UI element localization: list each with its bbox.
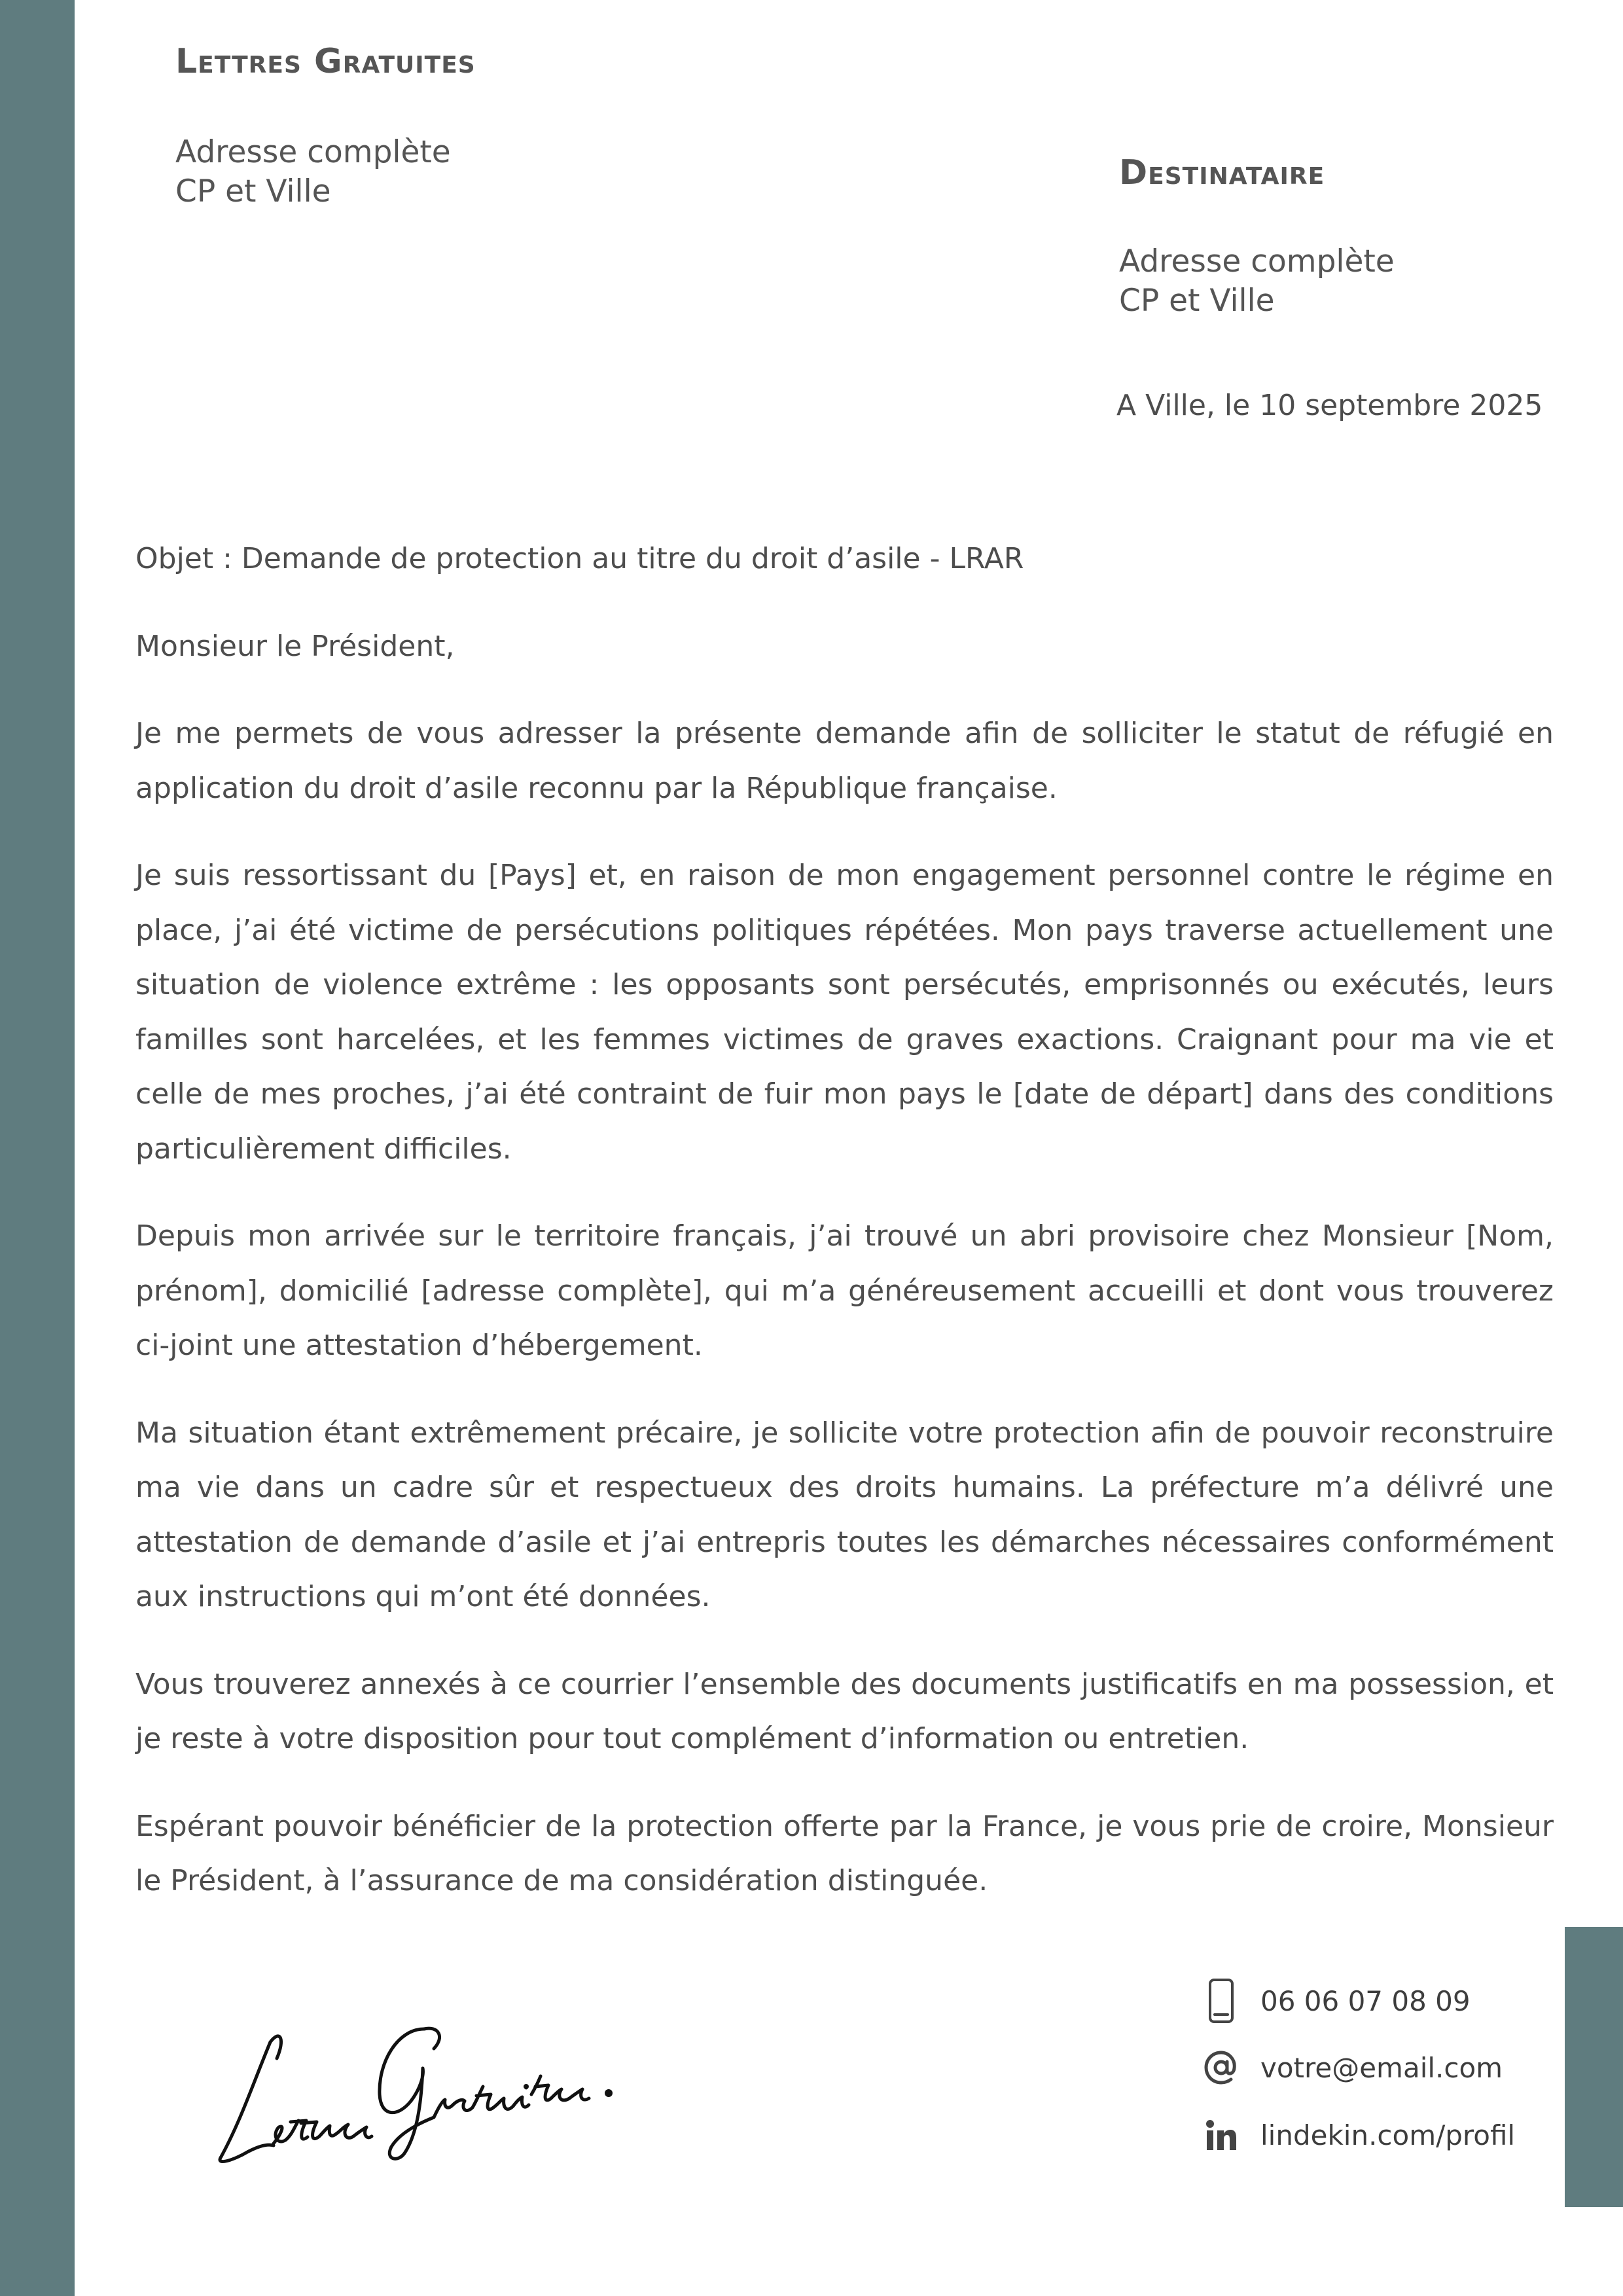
recipient-address-line1: Adresse complète [1119,243,1395,279]
salutation: Monsieur le Président, [135,629,455,663]
contact-phone [1202,1978,1471,2024]
right-accent-tab [1565,1927,1623,2207]
paragraph-2: Je suis ressortissant du [Pays] et, en raison de mon engagement personnel contre le régime en place, j’ai été victime de persécutions politiques répétées. Mon pays traverse actuellement une situation de violence extrême : les opposants sont persécutés, emprisonnés ou exécutés, leurs familles sont harcelées, et les femmes victimes de graves exactions. Craignant pour ma vie et celle de mes proches, j’ai été contraint de fuir mon pays le [date de départ] dans des conditions particulièrement difficiles. [135,859,1554,1166]
paragraph-1: Je me permets de vous adresser la présente demande afin de solliciter le statut de réfugié en application du droit d’asile reconnu par la République française. [135,717,1554,805]
sender-address-line2: CP et Ville [175,173,331,209]
paragraph-4: Ma situation étant extrêmement précaire, je sollicite votre protection afin de pouvoir reconstruire ma vie dans un cadre sûr et respectueux des droits humains. La préfecture m’a délivré une attestation de demande d’asile et j’ai entrepris toutes les démarches nécessaires conformément aux instructions qui m’ont été données. [135,1416,1554,1613]
email-address: votre@email.com [1260,2051,1503,2084]
paragraph-6: Espérant pouvoir bénéficier de la protection offerte par la France, je vous prie de croire, Monsieur le Président, à l’assurance de ma considération distinguée. [135,1809,1554,1897]
linkedin-icon [1202,2112,1241,2158]
date-line: A Ville, le 10 septembre 2025 [1116,389,1543,422]
paragraph-5: Vous trouverez annexés à ce courrier l’ensemble des documents justificatifs en ma possession, et je reste à votre disposition pour tout complément d’information ou entretien. [135,1667,1554,1755]
paragraph-3: Depuis mon arrivée sur le territoire français, j’ai trouvé un abri provisoire chez Monsieur [Nom, prénom], domicilié [adresse complète], qui m’a généreusement accueilli et dont vous trouverez ci-joint une attestation d’hébergement. [135,1219,1554,1362]
sender-address [175,133,451,211]
recipient-address [1119,242,1395,321]
subject-line: Objet : Demande de protection au titre du droit d’asile - LRAR [135,542,1024,575]
at-sign-icon [1202,2045,1241,2090]
handwritten-signature [208,2003,627,2166]
left-accent-bar [0,0,75,2296]
recipient-address-line2: CP et Ville [1119,283,1275,319]
recipient-name: Destinataire [1119,153,1325,192]
phone-number: 06 06 07 08 09 [1260,1984,1471,2017]
letter-body [135,531,1554,1941]
contact-linkedin [1202,2112,1515,2158]
smartphone-icon [1202,1978,1241,2024]
sender-address-line1: Adresse complète [175,134,451,170]
linkedin-url: lindekin.com/profil [1260,2119,1516,2151]
sender-name: Lettres Gratuites [175,42,476,81]
contact-email [1202,2045,1503,2090]
